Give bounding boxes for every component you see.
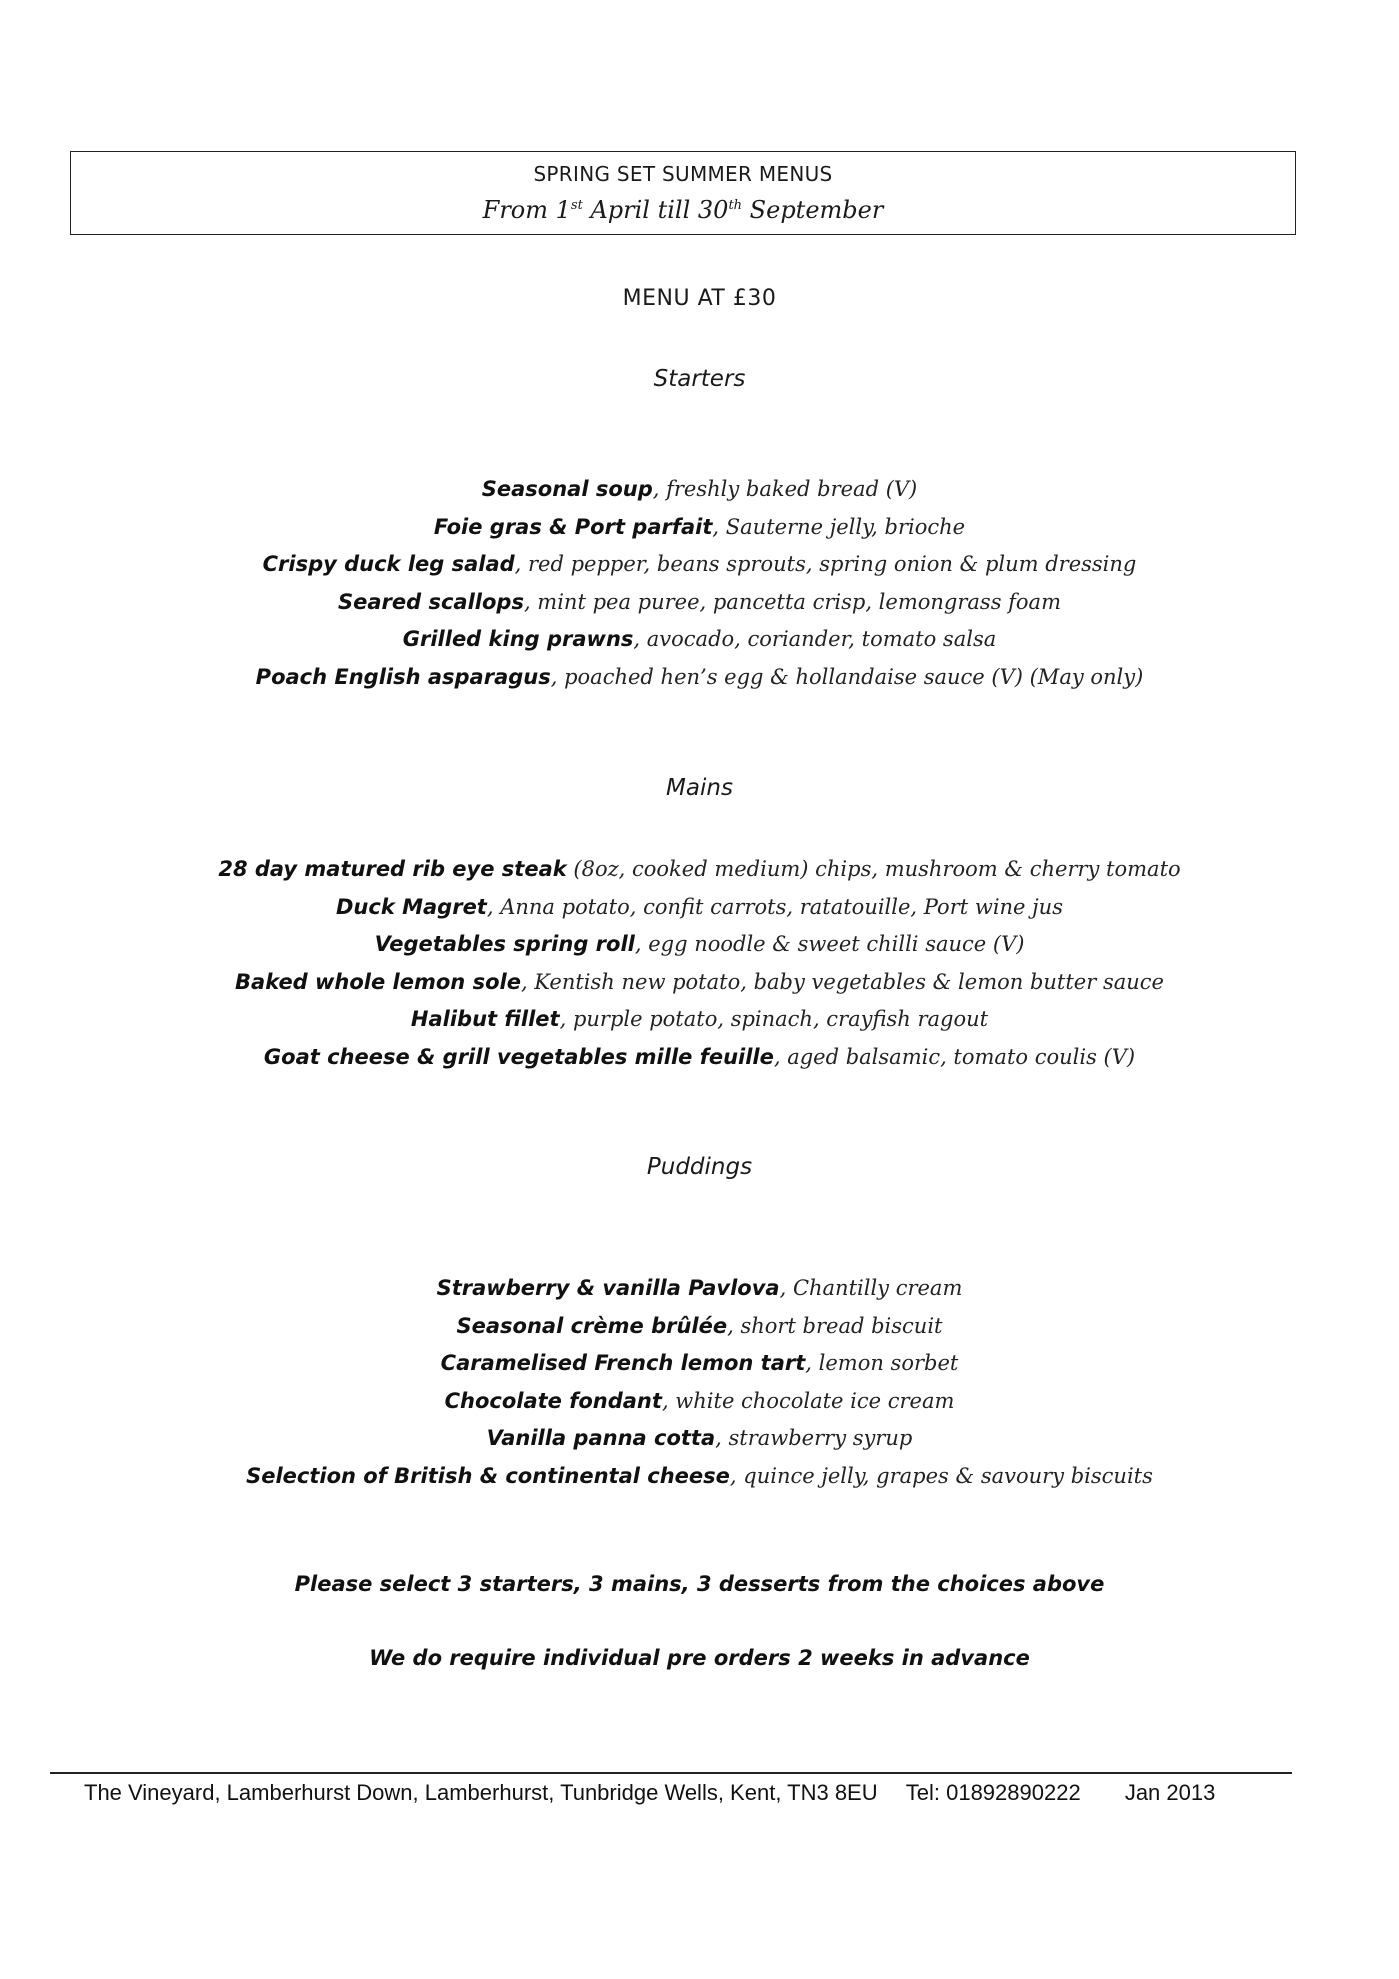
list-item: [0, 1383, 1399, 1421]
starters-heading: Starters: [653, 366, 746, 392]
list-item: [0, 889, 1399, 927]
list-item: [0, 1420, 1399, 1458]
dish-description: , purple potato, spinach, crayfish ragout: [559, 1007, 989, 1031]
list-item: [0, 509, 1399, 547]
list-item: [0, 471, 1399, 509]
dish-description: , white chocolate ice cream: [661, 1388, 955, 1413]
header-box: [70, 151, 1296, 235]
dish-name: Strawberry & vanilla Pavlova: [436, 1276, 780, 1300]
list-item: [0, 1458, 1399, 1496]
dish-name: Crispy duck leg salad: [262, 552, 515, 576]
date-range-start: From 1: [482, 196, 571, 224]
dish-name: Seared scallops: [337, 589, 524, 614]
list-item: [0, 1345, 1399, 1383]
dish-name: Vanilla panna cotta: [486, 1426, 716, 1450]
dish-name: Poach English asparagus: [255, 664, 551, 689]
menu-title: SPRING SET SUMMER MENUS: [533, 162, 833, 186]
dish-description: , lemon sorbet: [805, 1351, 959, 1375]
dish-description: , freshly baked bread (V): [652, 477, 918, 501]
puddings-list: [0, 1270, 1399, 1495]
dish-name: Halibut fillet: [410, 1007, 560, 1031]
dish-name: Seasonal soup: [481, 477, 653, 501]
list-item: [0, 584, 1399, 622]
dish-name: Grilled king prawns: [402, 627, 634, 651]
list-item: [0, 851, 1399, 889]
list-item: [0, 1270, 1399, 1308]
dish-name: Duck Magret: [336, 894, 487, 919]
dish-description: , mint pea puree, pancetta crisp, lemongrass foam: [523, 589, 1061, 614]
list-item: [0, 546, 1399, 584]
dish-name: Foie gras & Port parfait: [433, 514, 713, 539]
list-item: [0, 1039, 1399, 1077]
mains-list: [0, 851, 1399, 1076]
list-item: [0, 621, 1399, 659]
puddings-heading: Puddings: [646, 1154, 753, 1180]
dish-name: Seasonal crème brûlée: [456, 1313, 728, 1338]
dish-description: , strawberry syrup: [715, 1426, 913, 1450]
dish-name: Goat cheese & grill vegetables mille feuille: [263, 1044, 774, 1069]
date-suffix-st: st: [570, 198, 583, 213]
footer-date: Jan 2013: [1124, 1780, 1216, 1805]
dish-description: , poached hen’s egg & hollandaise sauce (V) (May only): [550, 664, 1144, 689]
list-item: [0, 964, 1399, 1002]
dish-name: Vegetables spring roll: [374, 932, 635, 956]
dish-description: , egg noodle & sweet chilli sauce (V): [634, 932, 1025, 956]
footer-telephone: Tel: 01892890222: [905, 1780, 1081, 1805]
preorder-note: We do require individual pre orders 2 weeks in advance: [369, 1646, 1030, 1670]
date-range-end: September: [742, 196, 884, 224]
list-item: [0, 659, 1399, 697]
list-item: [0, 1308, 1399, 1346]
menu-date-range: [71, 196, 1295, 224]
selection-note: Please select 3 starters, 3 mains, 3 desserts from the choices above: [294, 1572, 1105, 1596]
list-item: [0, 1001, 1399, 1039]
dish-description: (8oz, cooked medium) chips, mushroom & cherry tomato: [566, 857, 1181, 881]
mains-heading: Mains: [666, 775, 733, 801]
dish-name: 28 day matured rib eye steak: [218, 857, 567, 881]
dish-description: , quince jelly, grapes & savoury biscuits: [729, 1463, 1153, 1488]
date-range-mid: April till 30: [582, 196, 729, 224]
dish-name: Selection of British & continental cheese: [246, 1463, 730, 1488]
dish-description: , Sauterne jelly, brioche: [712, 514, 966, 539]
menu-price: MENU AT £30: [622, 286, 777, 311]
dish-description: , Kentish new potato, baby vegetables & lemon butter sauce: [520, 969, 1164, 994]
dish-description: , short bread biscuit: [727, 1313, 943, 1338]
dish-description: , aged balsamic, tomato coulis (V): [773, 1044, 1136, 1069]
dish-name: Caramelised French lemon tart: [440, 1351, 806, 1375]
dish-description: , Chantilly cream: [779, 1276, 963, 1300]
footer: [84, 1780, 1215, 1806]
dish-name: Baked whole lemon sole: [235, 969, 521, 994]
dish-name: Chocolate fondant: [444, 1388, 662, 1413]
footer-divider: [50, 1772, 1292, 1774]
dish-description: , Anna potato, confit carrots, ratatouille, Port wine jus: [486, 894, 1063, 919]
date-suffix-th: th: [728, 198, 743, 213]
dish-description: , avocado, coriander, tomato salsa: [633, 627, 997, 651]
footer-address: The Vineyard, Lamberhurst Down, Lamberhurst, Tunbridge Wells, Kent, TN3 8EU: [84, 1780, 878, 1805]
dish-description: , red pepper, beans sprouts, spring onion & plum dressing: [514, 552, 1137, 576]
list-item: [0, 926, 1399, 964]
starters-list: [0, 471, 1399, 696]
